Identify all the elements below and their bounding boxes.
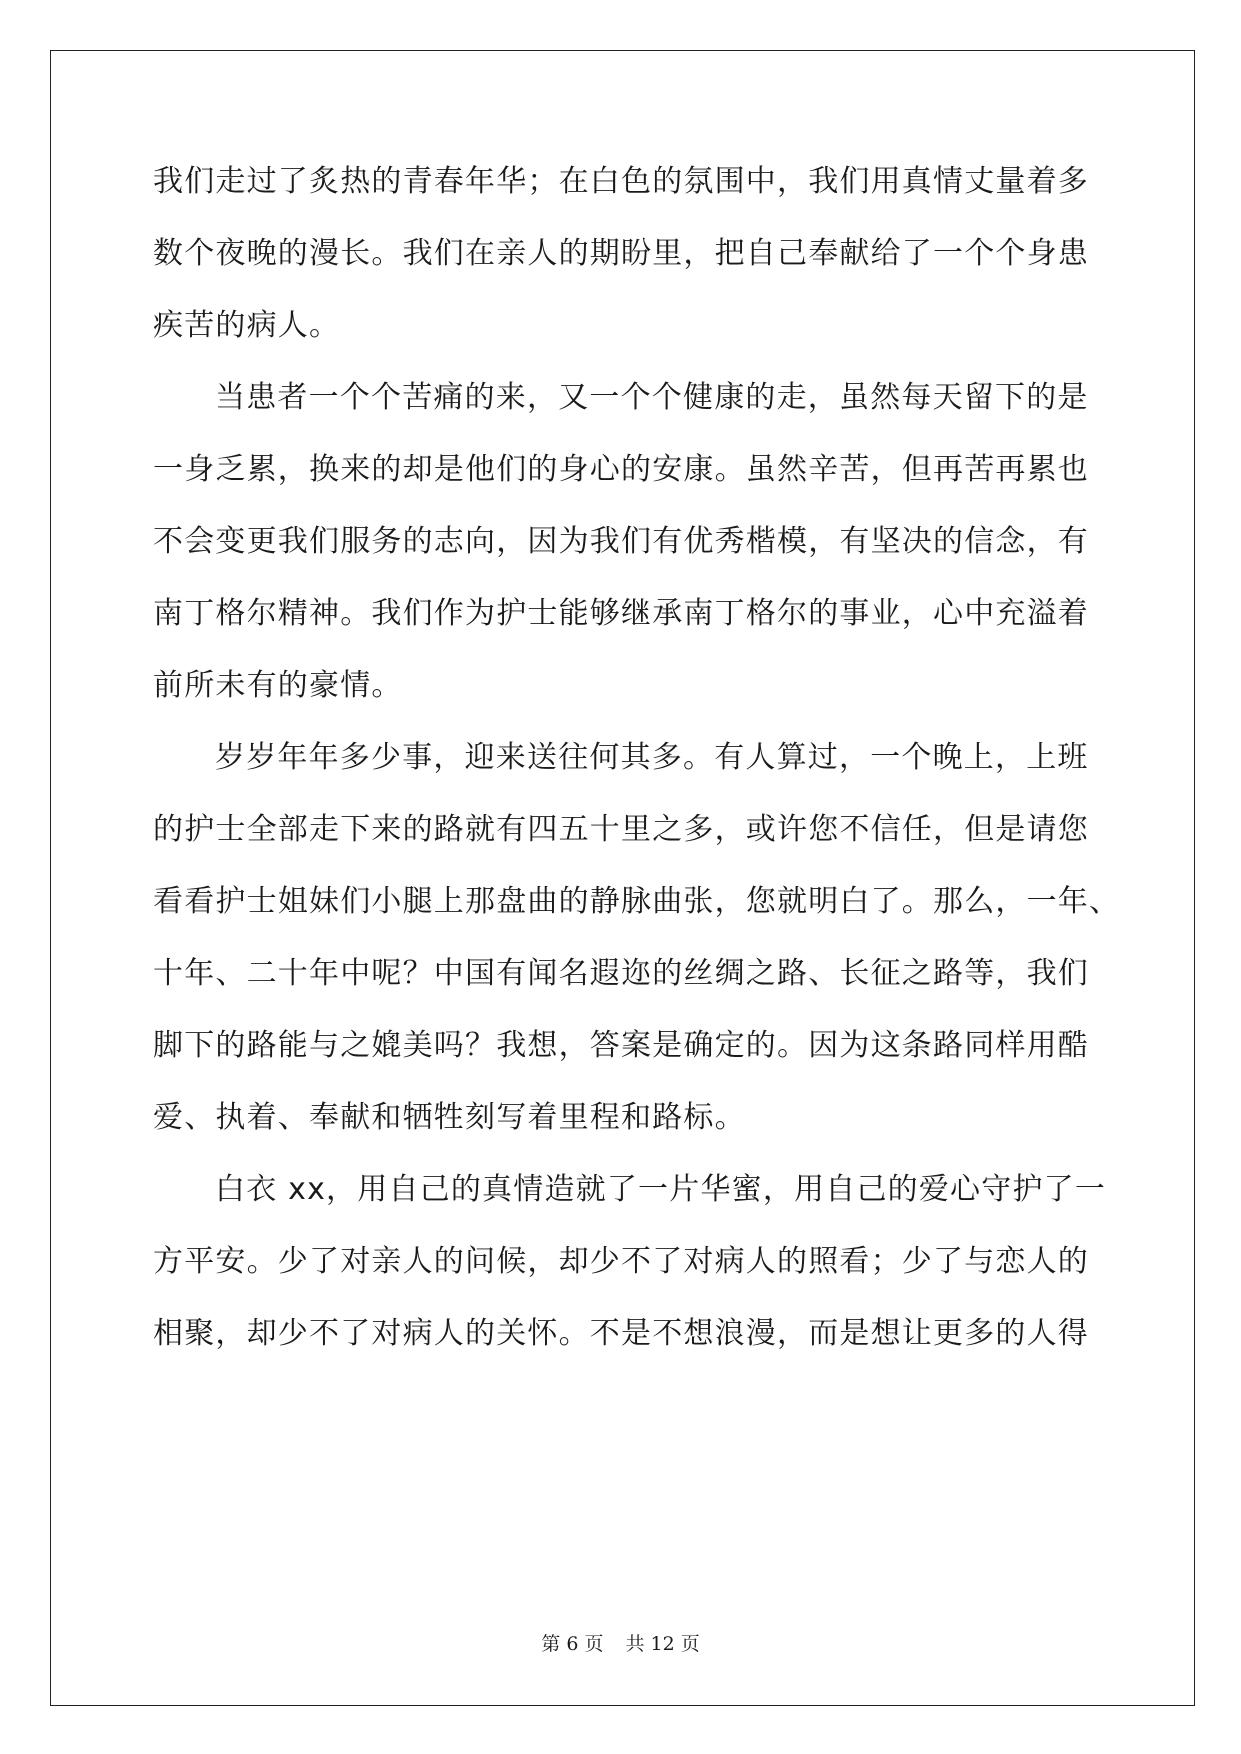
- text-line: 脚下的路能与之媲美吗？我想，答案是确定的。因为这条路同样用酷: [153, 1028, 1089, 1063]
- text-line: 不会变更我们服务的志向，因为我们有优秀楷模，有坚决的信念，有: [153, 524, 1089, 559]
- page-total: 共 12 页: [625, 1633, 700, 1655]
- page-footer: [0, 1632, 1241, 1656]
- text-line: 数个夜晚的漫长。我们在亲人的期盼里，把自己奉献给了一个个身患: [153, 236, 1089, 271]
- paragraph-first-line: 白衣 xx，用自己的真情造就了一片华蜜，用自己的爱心守护了一: [215, 1172, 1107, 1207]
- text-line: 的护士全部走下来的路就有四五十里之多，或许您不信任，但是请您: [153, 812, 1089, 847]
- text-line: 方平安。少了对亲人的问候，却少不了对病人的照看；少了与恋人的: [153, 1244, 1089, 1279]
- text-line: 南丁格尔精神。我们作为护士能够继承南丁格尔的事业，心中充溢着: [153, 596, 1089, 631]
- text-line: 十年、二十年中呢？中国有闻名遐迩的丝绸之路、长征之路等，我们: [153, 956, 1089, 991]
- text-line: 相聚，却少不了对病人的关怀。不是不想浪漫，而是想让更多的人得: [153, 1316, 1089, 1351]
- paragraph-first-line: 当患者一个个苦痛的来，又一个个健康的走，虽然每天留下的是: [215, 380, 1089, 415]
- text-line: 前所未有的豪情。: [153, 668, 403, 703]
- text-line: 疾苦的病人。: [153, 308, 341, 343]
- text-line: 爱、执着、奉献和牺牲刻写着里程和路标。: [153, 1100, 746, 1135]
- paragraph-first-line: 岁岁年年多少事，迎来送往何其多。有人算过，一个晚上，上班: [215, 740, 1089, 775]
- text-line: 看看护士姐妹们小腿上那盘曲的静脉曲张，您就明白了。那么，一年、: [153, 884, 1121, 919]
- text-line: 我们走过了炙热的青春年华；在白色的氛围中，我们用真情丈量着多: [153, 164, 1089, 199]
- page-number: 第 6 页: [541, 1633, 604, 1655]
- text-line: 一身乏累，换来的却是他们的身心的安康。虽然辛苦，但再苦再累也: [153, 452, 1089, 487]
